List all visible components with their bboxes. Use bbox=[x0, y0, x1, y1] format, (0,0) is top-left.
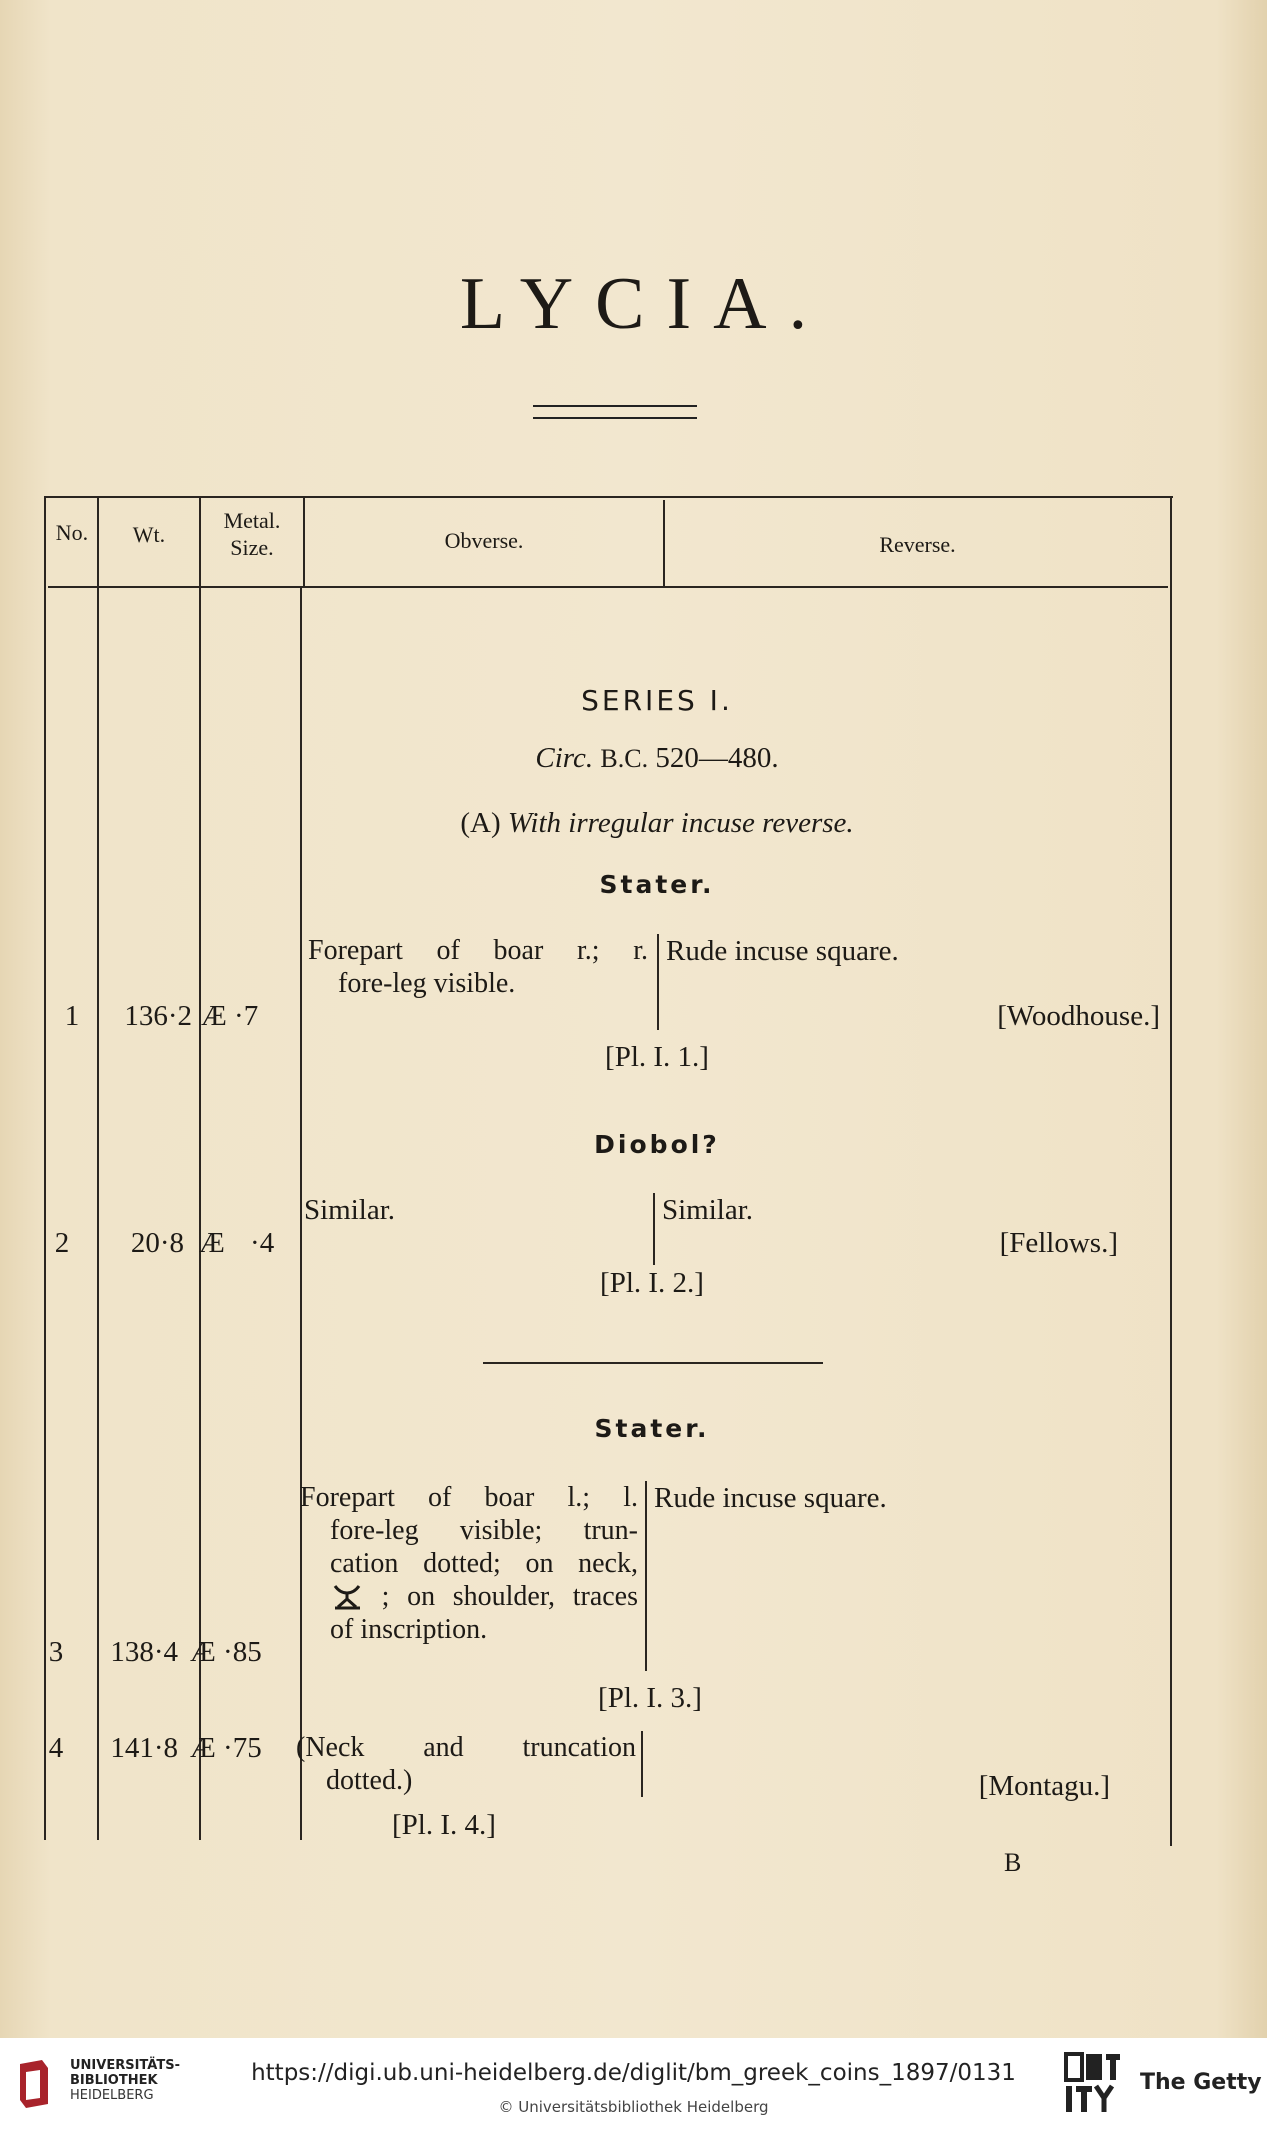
coin-2-plate: [Pl. I. 2.] bbox=[600, 1267, 704, 1299]
coin-2-provenance: [Fellows.] bbox=[999, 1227, 1118, 1259]
coin-1-divider bbox=[657, 934, 659, 1030]
coin-1-metal-size: Æ ·7 bbox=[201, 1000, 259, 1032]
table-header-rule bbox=[48, 586, 1168, 588]
table-top-rule bbox=[44, 496, 1173, 498]
section-diobol: Diobol? bbox=[594, 1130, 720, 1159]
header-size: Size. bbox=[230, 535, 274, 560]
coin-1-obverse-line1: Forepart of boar r.; r. bbox=[308, 935, 648, 966]
section-separator-rule bbox=[483, 1362, 823, 1364]
digital-library-url-link[interactable]: https://digi.ub.uni-heidelberg.de/diglit/bm_greek_coins_1897/0131 bbox=[251, 2060, 1016, 2086]
subhead-letter: (A) bbox=[460, 807, 501, 839]
date-bc: B.C. bbox=[600, 744, 649, 773]
section-stater-2: Stater. bbox=[594, 1414, 710, 1443]
coin-1-provenance: [Woodhouse.] bbox=[997, 1000, 1160, 1032]
coin-1-no: 1 bbox=[64, 1000, 80, 1032]
coin-2-wt: 20·8 bbox=[130, 1227, 184, 1259]
subhead-text: With irregular incuse reverse. bbox=[507, 807, 854, 839]
date-range: 520—480. bbox=[655, 742, 779, 774]
coin-1-obverse-line2: fore-leg visible. bbox=[338, 968, 516, 999]
series-date bbox=[302, 741, 1012, 776]
coin-4-metal-size: Æ ·75 bbox=[190, 1732, 262, 1764]
coin-3-obverse-line2: fore-leg visible; trun- bbox=[330, 1515, 638, 1546]
coin-1-obverse bbox=[308, 934, 648, 1000]
lycian-symbol-icon bbox=[330, 1581, 364, 1611]
university-line3: HEIDELBERG bbox=[70, 2088, 154, 2103]
coin-3-obverse-line1: Forepart of boar l.; l. bbox=[300, 1482, 638, 1513]
copyright-notice: © Universitätsbibliothek Heidelberg bbox=[498, 2098, 769, 2116]
coin-4-obverse bbox=[296, 1731, 636, 1797]
header-no: No. bbox=[55, 520, 89, 545]
getty-logo-icon[interactable] bbox=[1064, 2052, 1122, 2114]
coin-4-divider bbox=[641, 1731, 643, 1797]
footer-bar bbox=[0, 2038, 1267, 2129]
coin-3-obverse-line4-wrap bbox=[300, 1580, 638, 1613]
coin-2-obverse: Similar. bbox=[304, 1194, 396, 1226]
coin-2-metal-size: Æ ·4 bbox=[199, 1227, 275, 1259]
col-border-right bbox=[1170, 496, 1172, 1846]
coin-3-obverse-line3: cation dotted; on neck, bbox=[330, 1548, 638, 1579]
coin-4-plate: [Pl. I. 4.] bbox=[392, 1809, 496, 1841]
coin-4-obverse-line1: (Neck and truncation bbox=[296, 1732, 636, 1763]
header-metal: Metal. bbox=[223, 508, 281, 533]
university-line2: BIBLIOTHEK bbox=[70, 2073, 158, 2088]
header-wt: Wt. bbox=[132, 522, 166, 547]
series-heading: SERIES I. bbox=[581, 684, 733, 717]
coin-1-plate: [Pl. I. 1.] bbox=[605, 1041, 709, 1073]
coin-3-obverse-line5: of inscription. bbox=[330, 1614, 488, 1645]
coin-3-no: 3 bbox=[48, 1636, 64, 1668]
header-obverse: Obverse. bbox=[444, 528, 524, 553]
coin-3-plate: [Pl. I. 3.] bbox=[598, 1682, 702, 1714]
coin-2-reverse: Similar. bbox=[662, 1194, 754, 1226]
coin-4-wt: 141·8 bbox=[110, 1732, 178, 1764]
section-stater-1: Stater. bbox=[599, 870, 715, 899]
coin-3-divider bbox=[645, 1481, 647, 1671]
coin-2-divider bbox=[653, 1193, 655, 1265]
coin-2-no: 2 bbox=[54, 1227, 70, 1259]
university-line1: UNIVERSITÄTS- bbox=[70, 2058, 180, 2073]
header-reverse: Reverse. bbox=[879, 532, 956, 557]
date-circ: Circ. bbox=[535, 742, 594, 774]
coin-1-wt: 136·2 bbox=[124, 1000, 192, 1032]
coin-3-obverse bbox=[300, 1481, 638, 1646]
coin-4-obverse-line2: dotted.) bbox=[326, 1765, 413, 1796]
coin-3-metal-size: Æ ·85 bbox=[190, 1636, 262, 1668]
getty-name[interactable]: The Getty bbox=[1140, 2070, 1262, 2095]
signature-mark: B bbox=[1004, 1848, 1022, 1877]
coin-3-reverse: Rude incuse square. bbox=[654, 1482, 887, 1514]
coin-3-obverse-line4: ; on shoulder, traces bbox=[381, 1581, 638, 1612]
page-title: LYCIA. bbox=[459, 263, 830, 345]
coin-3-wt: 138·4 bbox=[110, 1636, 178, 1668]
coin-1-reverse: Rude incuse square. bbox=[666, 935, 899, 967]
title-double-rule bbox=[533, 405, 697, 419]
coin-4-provenance: [Montagu.] bbox=[978, 1770, 1110, 1802]
series-subheading bbox=[302, 806, 1012, 840]
coin-4-no: 4 bbox=[48, 1732, 64, 1764]
